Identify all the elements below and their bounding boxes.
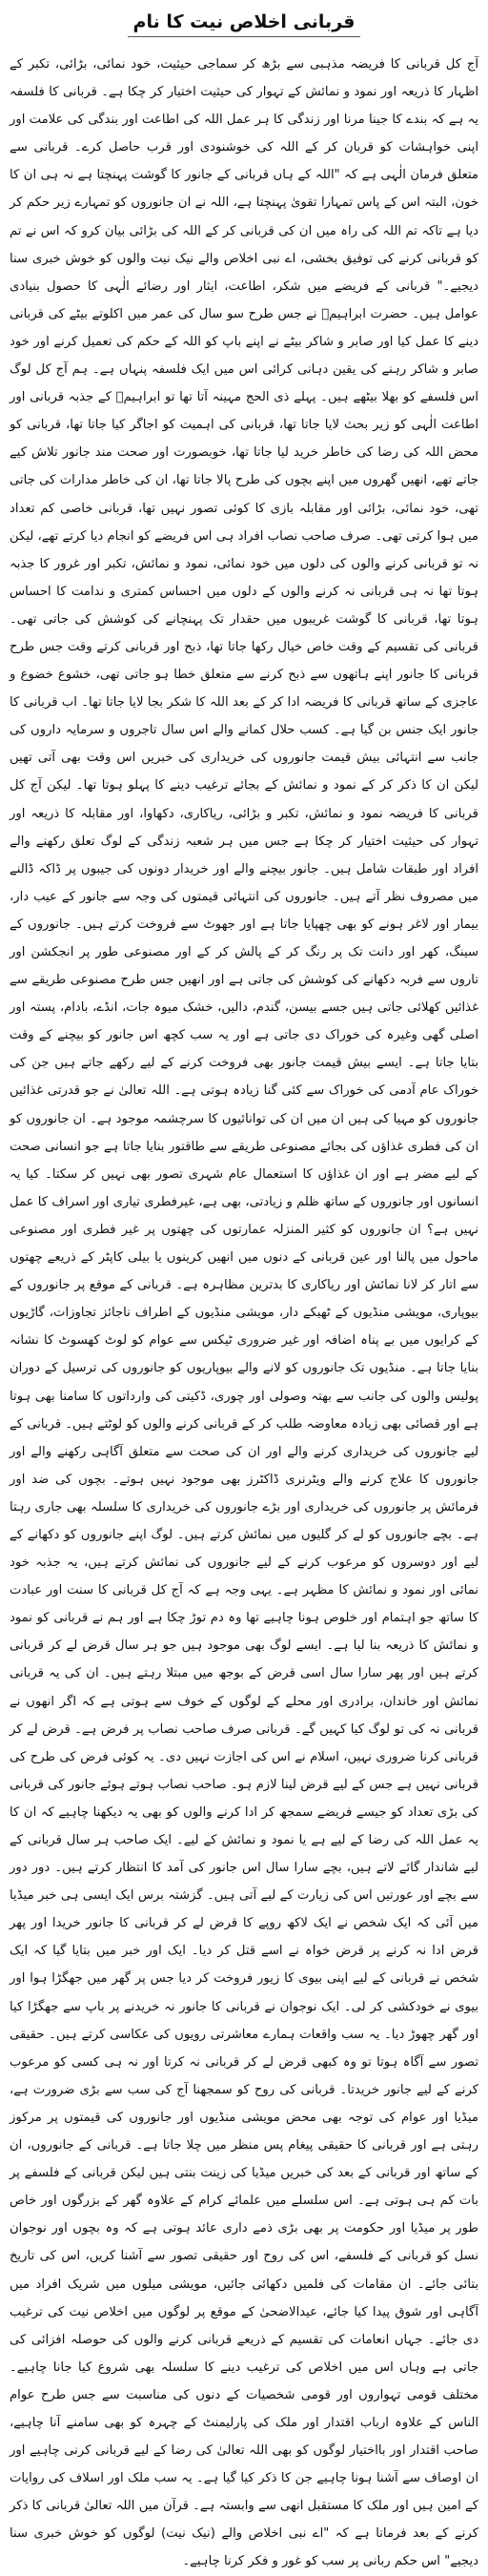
article-paragraph: آج کل قربانی کا فریضہ مذہبی سے بڑھ کر سماجی حیثیت، خود نمائی، بڑائی، تکبر کے اظہار کا ذریعہ اور نمود و نمائش کے تہوار کی حیثیت اختیار کر چکا ہے۔ قربانی کا فلسفہ یہ ہے کہ بندے کا جینا مرنا اور زندگی کا ہر عمل اللہ کی اطاعت اور بندگی کی علامت اور اپنی خواہشات کو قربان کر کے اللہ کی خوشنودی اور قرب حاصل کرے۔ قربانی سے متعلق فرمان الٰہی ہے کہ "اللہ کے ہاں قربانی کے جانور کا گوشت پہنچتا ہے نہ ہی ان کا خون، البتہ اس کے پاس تمہارا تقویٰ پہنچتا ہے، اللہ نے ان جانوروں کو تمہارے زیر حکم کر دیا ہے تاکہ تم اللہ کی راہ میں ان کی قربانی کر کے اللہ کی بڑائی بیان کرو کہ اس نے تم کو قربانی کرنے کی توفیق بخشی، اے نبی اخلاص والے نیک نیت والوں کو خوش خبری سنا دیجیے۔" قربانی کے فریضے میں شکر، اطاعت، ایثار اور رضائے الٰہی کا حصول بنیادی عوامل ہیں۔ حضرت ابراہیمؑ نے جس طرح سو سال کی عمر میں اکلوتے بیٹے کی قربانی دینے کا عمل کیا اور صابر و شاکر بیٹے نے اپنے باپ کو اللہ کے حکم کی تعمیل کرنے اور خود صابر و شاکر رہنے کی یقین دہانی کرائی اس میں ایک فلسفہ پنہاں ہے۔ ہم آج کل لوگ اس فلسفے کو بھلا بیٹھے ہیں۔ پہلے ذی الحج مہینہ آتا تھا تو ابراہیمؑ کے جذبہ قربانی اور اطاعت الٰہی کو زیر بحث لایا جاتا تھا، قربانی کی اہمیت کو اجاگر کیا جاتا تھا، قربانی کو محض اللہ کی رضا کی خاطر خرید لیا جاتا تھا، خوبصورت اور صحت مند جانور تلاش کیے جاتے تھے، انھیں گھروں میں اپنے بچوں کی طرح پالا جاتا تھا، ان کی خاطر مدارات کی جاتی تھی، خود نمائی، بڑائی اور مقابلہ بازی کا کوئی تصور نہیں تھا، قربانی خاصی کم تعداد میں ہوا کرتی تھی۔ صرف صاحب نصاب افراد ہی اس فریضے کو انجام دیا کرتے تھے، لیکن نہ تو قربانی کرنے والوں کی دلوں میں خود نمائی، نمود و نمائش، تکبر اور غرور کا جذبہ ہوتا تھا نہ ہی قربانی نہ کرنے والوں کے دلوں میں احساس کمتری و ندامت کا احساس ہوتا تھا، قربانی کا گوشت غریبوں میں حقدار تک پہنچانے کی کوشش کی جاتی تھی۔ قربانی کی تقسیم کے وقت خاص خیال رکھا جاتا تھا، ذبح اور قربانی کرتے وقت جس طرح قربانی کا جانور اپنے ہاتھوں سے ذبح کرنے سے متعلق خطا ہو جاتی تھی، خشوع خضوع و عاجزی کے ساتھ قربانی کا فریضہ ادا کر کے بعد اللہ کا شکر بجا لایا جاتا تھا۔ اب قربانی کا جانور ایک جنس بن گیا ہے۔ کسب حلال کمانے والے اس سال تاجروں و سرمایہ داروں کی جانب سے انتہائی بیش قیمت جانوروں کی خریداری کی خبریں اس وقت بھی آتی تھیں لیکن ان کا ذکر کر کے نمود و نمائش کے بجائے ترغیب دینے کا پہلو ہوتا تھا۔ لیکن آج کل قربانی کا فریضہ نمود و نمائش، تکبر و بڑائی، ریاکاری، دکھاوا، اور مقابلہ کا ذریعہ اور تہوار کی حیثیت اختیار کر چکا ہے جس میں ہر شعبہ زندگی کے لوگ تعلق رکھنے والے افراد اور طبقات شامل ہیں۔ جانور بیچنے والے اور خریدار دونوں کی جیبوں پر ڈاکہ ڈالنے میں مصروف نظر آتے ہیں۔ جانوروں کی انتہائی قیمتوں کی وجہ سے جانور کے عیب دار، بیمار اور لاغر ہونے کو بھی چھپایا جاتا ہے اور جھوٹ سے فروخت کرتے ہیں۔ جانوروں کے سینگ، کھر اور دانت تک پر رنگ کر کے پالش کر کے اور مصنوعی طور پر انجکشن اور تاروں سے فربہ دکھانے کی کوشش کی جاتی ہے اور انھیں جس طرح مصنوعی طریقے سے غذائیں کھلائی جاتی ہیں جسے بیسن، گندم، دالیں، خشک میوہ جات، انڈے، بادام، پستہ اور اصلی گھی وغیرہ کی خوراک دی جاتی ہے اور یہ سب کچھ اس جانور کو بیچنے کے وقت بتایا جاتا ہے۔ ایسے بیش قیمت جانور بھی فروخت کرنے کے لیے رکھے جاتے ہیں جن کی خوراک عام آدمی کی خوراک سے کئی گنا زیادہ ہوتی ہے۔ اللہ تعالیٰ نے جو قدرتی غذائیں جانوروں کو مہیا کی ہیں ان میں ان کی توانائیوں کا سرچشمہ موجود ہے۔ ان جانوروں کو ان کی فطری غذاؤں کی بجائے مصنوعی طریقے سے طاقتور بنایا جاتا ہے جو انسانی صحت کے لیے مضر ہے اور ان غذاؤں کا استعمال عام شہری تصور بھی نہیں کر سکتا۔ کیا یہ انسانوں اور جانوروں کے ساتھ ظلم و زیادتی، بھی ہے، غیرفطری تیاری اور اسراف کا عمل نہیں ہے؟ ان جانوروں کو کثیر المنزلہ عمارتوں کی چھتوں پر غیر فطری اور مصنوعی ماحول میں پالنا اور عین قربانی کے دنوں میں انھیں کرینوں یا بیلی کاپٹر کے ذریعے چھتوں سے اتار کر لانا نمائش اور ریاکاری کا بدترین مظاہرہ ہے۔ قربانی کے موقع پر جانوروں کے بیوپاری، مویشی منڈیوں کے ٹھیکے دار، مویشی منڈیوں کے اطراف ناجائز تجاوزات، گاڑیوں کے کرایوں میں بے پناہ اضافہ اور غیر ضروری ٹیکس سے عوام کو لوٹ کھسوٹ کا نشانہ بنایا جاتا ہے۔ منڈیوں تک جانوروں کو لانے والے بیوپاریوں کو جانوروں کی ترسیل کے دوران پولیس والوں کی جانب سے بھتہ وصولی اور چوری، ڈکیتی کی وارداتوں کا سامنا بھی ہوتا ہے اور قصائی بھی زیادہ معاوضہ طلب کر کے قربانی کرنے والوں کو لوٹتے ہیں۔ قربانی کے لیے جانوروں کی خریداری کرنے والے اور ان کی صحت سے متعلق آگاہی رکھنے والے اور جانوروں کا علاج کرنے والے ویٹرنری ڈاکٹرز بھی موجود نہیں ہوتے۔ بچوں کی ضد اور فرمائش پر جانوروں کی خریداری اور بڑے جانوروں کی خریداری کا سلسلہ بھی جاری رہتا ہے۔ بچے جانوروں کو لے کر گلیوں میں نمائش کرتے ہیں۔ لوگ اپنے جانوروں کو دکھانے کے لیے اور دوسروں کو مرعوب کرنے کے لیے جانوروں کی نمائش کرتے ہیں، یہ جذبہ خود نمائی اور نمود و نمائش کا مظہر ہے۔ یہی وجہ ہے کہ آج کل قربانی کا سنت اور عبادت کا ساتھ جو اہتمام اور خلوص ہونا چاہیے تھا وہ دم توڑ چکا ہے اور ہم نے قربانی کو نمود و نمائش کا ذریعہ بنا لیا ہے۔ ایسے لوگ بھی موجود ہیں جو ہر سال قرض لے کر قربانی کرتے ہیں اور پھر سارا سال اسی قرض کے بوجھ میں مبتلا رہتے ہیں۔ ان کی یہ قربانی نمائش اور خاندان، برادری اور محلے کے لوگوں کے خوف سے ہوتی ہے کہ اگر انھوں نے قربانی نہ کی تو لوگ کیا کہیں گے۔ قربانی صرف صاحب نصاب پر فرض ہے۔ قرض لے کر قربانی کرنا ضروری نہیں، اسلام نے اس کی اجازت نہیں دی۔ یہ کوئی فرض کی طرح کی قربانی نہیں ہے جس کے لیے قرض لینا لازم ہو۔ صاحب نصاب ہوتے ہوئے جانور کی قربانی کی بڑی تعداد کو جیسے فریضے سمجھ کر ادا کرنے والوں کو بھی یہ دیکھنا چاہیے کہ ان کا یہ عمل اللہ کی رضا کے لیے ہے یا نمود و نمائش کے لیے۔ ایک صاحب ہر سال قربانی کے لیے شاندار گائے لاتے ہیں، بچے سارا سال اس جانور کی آمد کا انتظار کرتے ہیں۔ دور دور سے بچے اور عورتیں اس کی زیارت کے لیے آتی ہیں۔ گزشتہ برس ایک ایسی ہی خبر میڈیا میں آئی کہ ایک شخص نے ایک لاکھ روپے کا قرض لے کر قربانی کا جانور خریدا اور پھر قرض ادا نہ کرنے پر قرض خواہ نے اسے قتل کر دیا۔ ایک اور خبر میں بتایا گیا کہ ایک شخص نے قربانی کے لیے اپنی بیوی کا زیور فروخت کر دیا جس پر گھر میں جھگڑا ہوا اور بیوی نے خودکشی کر لی۔ ایک نوجوان نے قربانی کا جانور نہ خریدنے پر باپ سے جھگڑا کیا اور گھر چھوڑ دیا۔ یہ سب واقعات ہمارے معاشرتی رویوں کی عکاسی کرتے ہیں۔ حقیقی تصور سے آگاہ ہوتا تو وہ کبھی قرض لے کر قربانی نہ کرتا اور نہ ہی کسی کو مرعوب کرنے کے لیے جانور خریدتا۔ قربانی کی روح کو سمجھنا آج کی سب سے بڑی ضرورت ہے، میڈیا اور عوام کی توجہ بھی محض مویشی منڈیوں اور جانوروں کی قیمتوں پر مرکوز رہتی ہے اور قربانی کا حقیقی پیغام پس منظر میں چلا جاتا ہے۔ قربانی کے جانوروں، ان کے ساتھ اور قربانی کے بعد کی خبریں میڈیا کی زینت بنتی ہیں لیکن قربانی کے فلسفے پر بات کم ہی ہوتی ہے۔ اس سلسلے میں علمائے کرام کے علاوہ گھر کے بزرگوں اور خاص طور پر میڈیا اور حکومت پر بھی بڑی ذمے داری عائد ہوتی ہے کہ وہ بچوں اور نوجوان نسل کو قربانی کے فلسفے، اس کی روح اور حقیقی تصور سے آشنا کریں، اس کی تاریخ بتائی جائے۔ ان مقامات کی فلمیں دکھائی جائیں، مویشی میلوں میں شریک افراد میں آگاہی اور شوق پیدا کیا جائے، عیدالاضحیٰ کے موقع پر لوگوں میں اخلاص نیت کی ترغیب دی جائے۔ جہاں انعامات کی تقسیم کے ذریعے قربانی کرنے والوں کی حوصلہ افزائی کی جاتی ہے وہاں اس میں اخلاص کی ترغیب دینے کا سلسلہ بھی شروع کیا جانا چاہیے۔ مختلف قومی تہواروں اور قومی شخصیات کے دنوں کی مناسبت سے جس طرح عوام الناس کے علاوہ ارباب اقتدار اور ملک کی پارلیمنٹ کے چہرہ کو بھی سامنے آنا چاہیے، صاحب اقتدار اور بااختیار لوگوں کو بھی اللہ تعالیٰ کی رضا کے لیے قربانی کرنی چاہیے اور ان اوصاف سے آشنا ہونا چاہیے جن کا ذکر کیا گیا ہے۔ یہ سب ملک اور اسلاف کی روایات کے امین ہیں اور ملک کا مستقبل انھی سے وابستہ ہے۔ قرآن میں اللہ تعالیٰ قربانی کا ذکر کرنے کے بعد فرماتا ہے کہ "اے نبی اخلاص والے (نیک نیت) لوگوں کو خوش خبری سنا دیجیے" اس حکم ربانی پر سب کو غور و فکر کرنا چاہیے۔ [10,57,478,2569]
article-body [10,51,478,2576]
article-title: قربانی اخلاص نیت کا نام [128,11,361,37]
article-header [10,11,478,37]
